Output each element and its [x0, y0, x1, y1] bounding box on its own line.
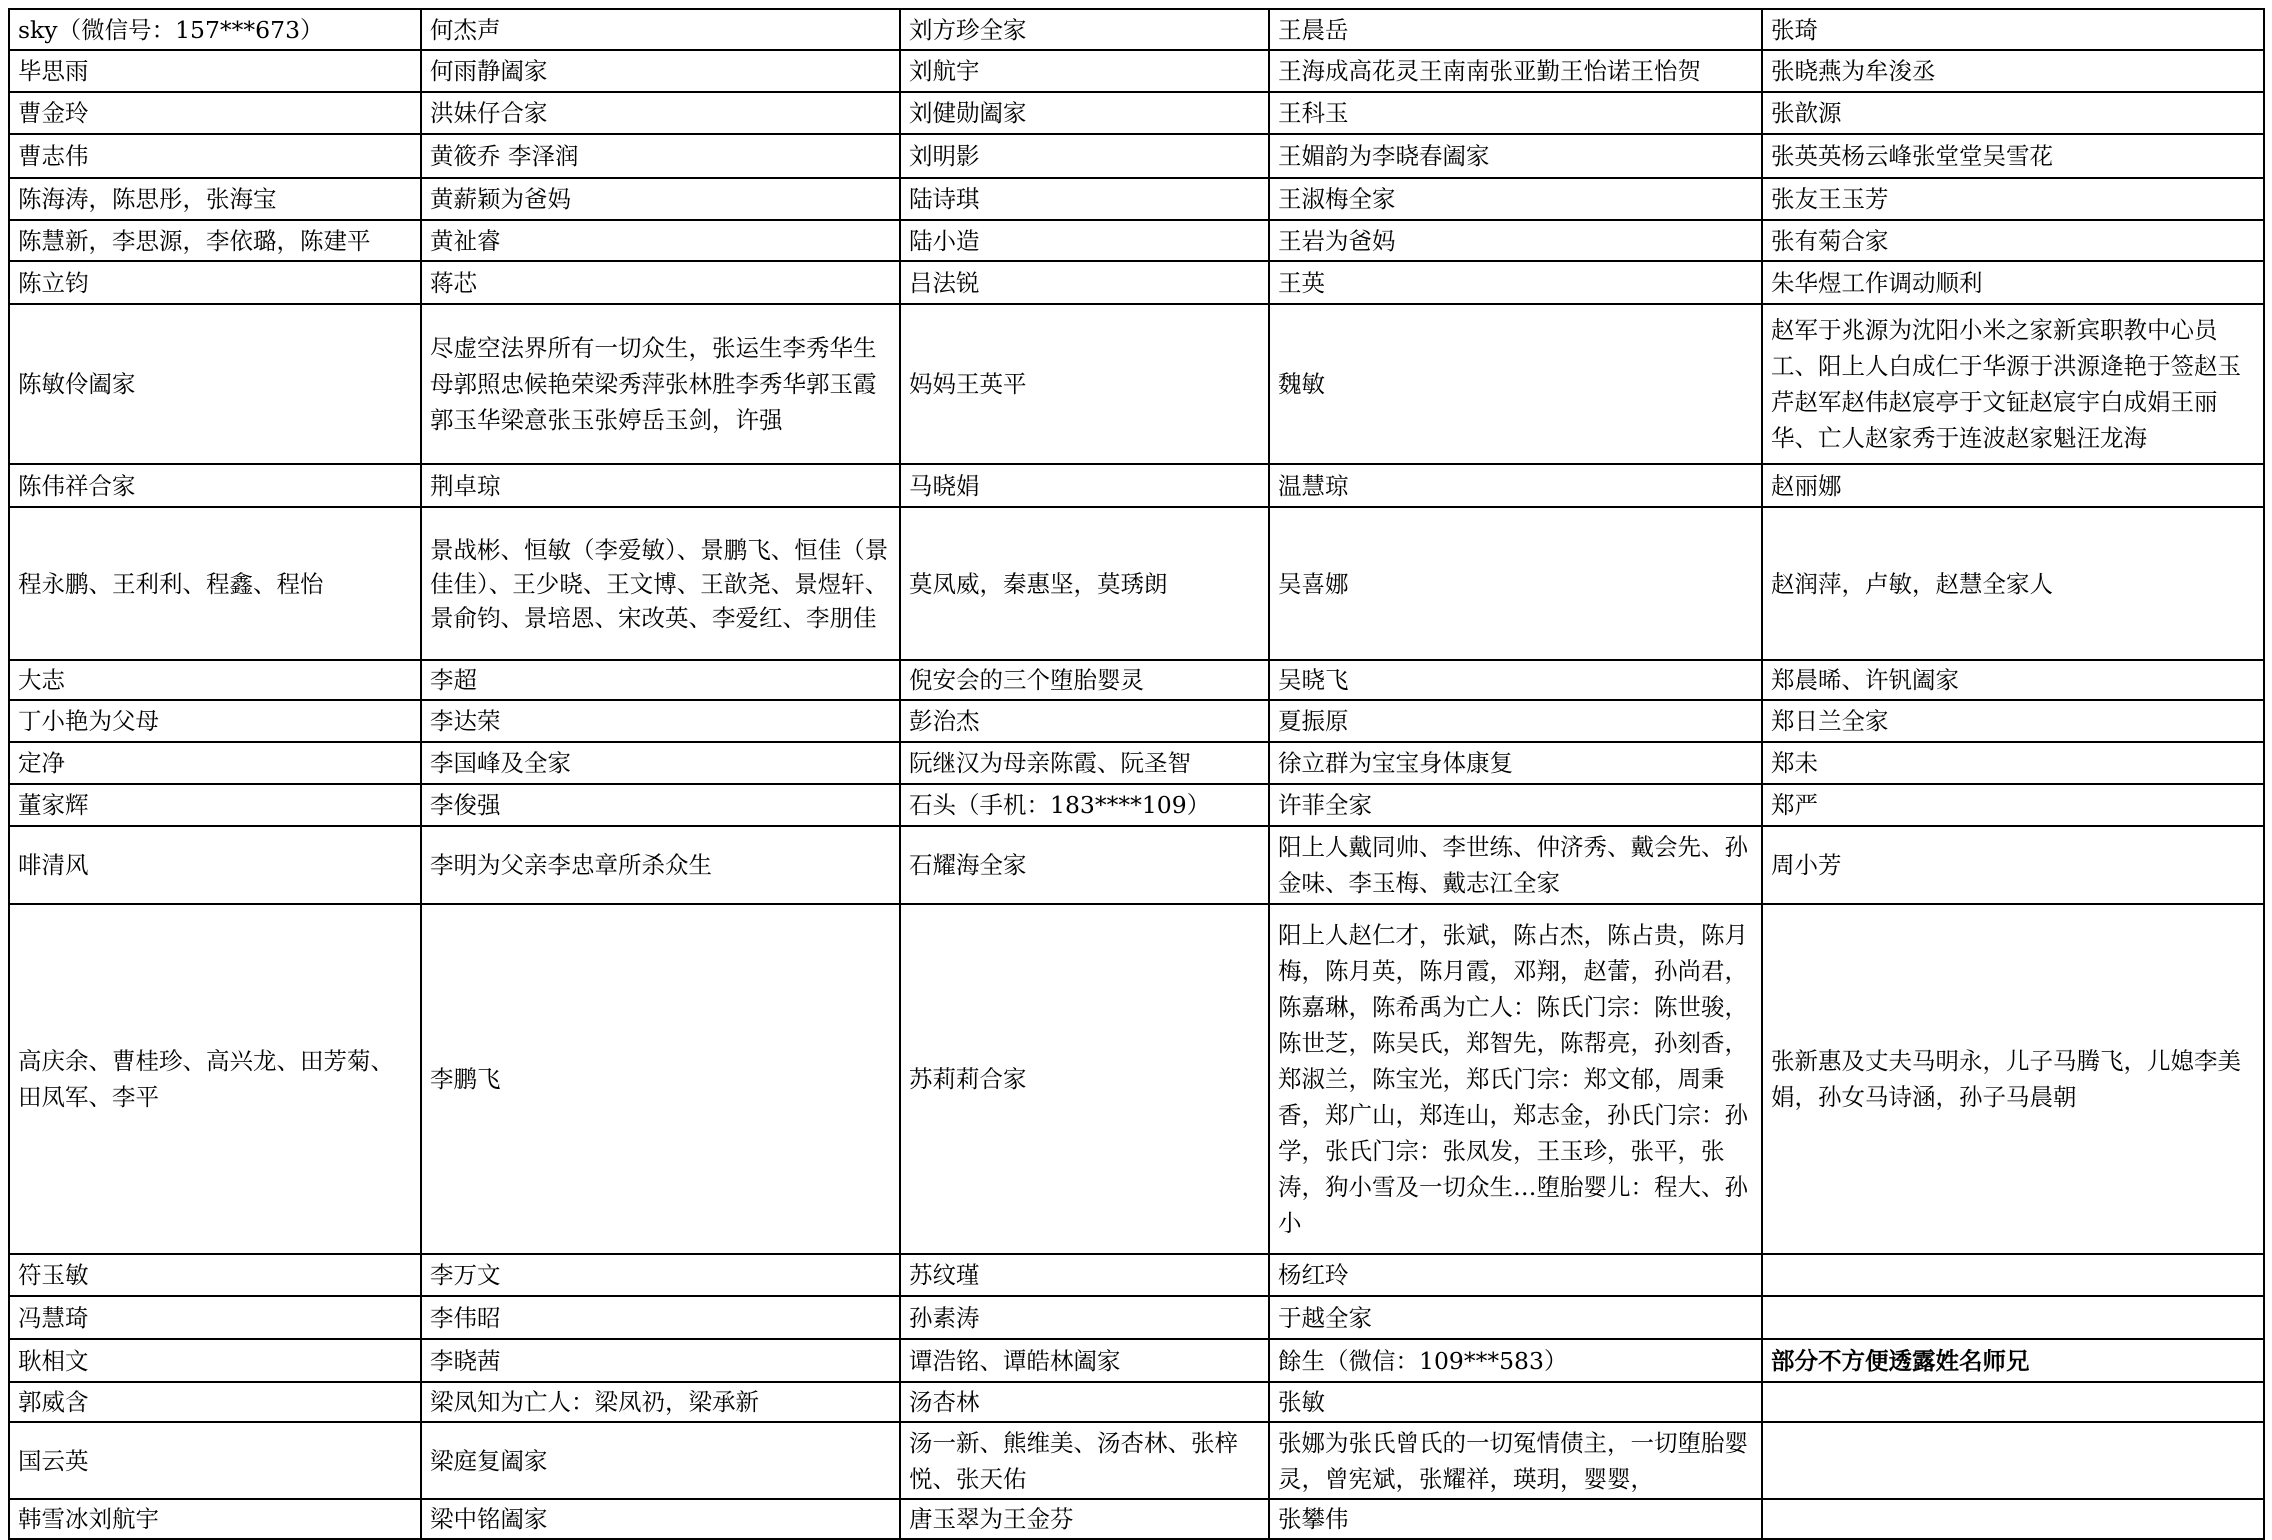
- table-cell: 郑晨晞、许钒阖家: [1762, 660, 2264, 700]
- table-cell: 阮继汉为母亲陈霞、阮圣智: [900, 742, 1269, 784]
- table-cell: 郑未: [1762, 742, 2264, 784]
- table-cell: 张攀伟: [1269, 1499, 1762, 1539]
- table-cell: 李万文: [421, 1254, 900, 1296]
- table-cell: 张友王玉芳: [1762, 178, 2264, 220]
- name-list-table: [8, 8, 2265, 1540]
- table-cell: 郑严: [1762, 784, 2264, 826]
- table-cell: 梁庭复阖家: [421, 1422, 900, 1499]
- table-cell: 李鹏飞: [421, 904, 900, 1254]
- table-cell: 陈立钧: [9, 261, 421, 304]
- table-cell: 唐玉翠为王金芬: [900, 1499, 1269, 1539]
- table-row: [9, 1339, 2264, 1382]
- table-cell: 景战彬、恒敏（李爱敏）、景鹏飞、恒佳（景佳佳）、王少晓、王文博、王歆尧、景煜轩、景俞钧、景培恩、宋改英、李爱红、李朋佳: [421, 507, 900, 660]
- table-cell: 李超: [421, 660, 900, 700]
- table-row: [9, 700, 2264, 742]
- table-cell: 王媚韵为李晓春阖家: [1269, 134, 1762, 178]
- table-cell: 部分不方便透露姓名师兄: [1762, 1339, 2264, 1382]
- table-cell: 陆小造: [900, 220, 1269, 261]
- table-row: [9, 1382, 2264, 1422]
- table-cell: 尽虚空法界所有一切众生，张运生李秀华生母郭照忠候艳荣梁秀萍张林胜李秀华郭玉霞郭玉华梁意张玉张婷岳玉剑，许强: [421, 304, 900, 464]
- table-cell: 李达荣: [421, 700, 900, 742]
- table-cell: 许菲全家: [1269, 784, 1762, 826]
- table-cell: 郑日兰全家: [1762, 700, 2264, 742]
- table-cell: 符玉敏: [9, 1254, 421, 1296]
- table-cell: 梁凤知为亡人：梁凤礽，梁承新: [421, 1382, 900, 1422]
- table-row: [9, 220, 2264, 261]
- table-cell: 刘健勋阖家: [900, 92, 1269, 134]
- table-row: [9, 464, 2264, 507]
- table-cell: 阳上人赵仁才，张斌，陈占杰，陈占贵，陈月梅，陈月英，陈月霞，邓翔，赵蕾，孙尚君，陈嘉琳，陈希禹为亡人：陈氏门宗：陈世骏，陈世芝，陈吴氏，郑智先，陈帮亮，孙刻香，郑淑兰，陈宝光，郑氏门宗：郑文郁，周秉香，郑广山，郑连山，郑志金，孙氏门宗：孙学，张氏门宗：张凤发，王玉珍，张平，张涛，狗小雪及一切众生…堕胎婴儿：程大、孙小: [1269, 904, 1762, 1254]
- table-cell: 陆诗琪: [900, 178, 1269, 220]
- table-cell: 张有菊合家: [1762, 220, 2264, 261]
- table-cell: [1762, 1422, 2264, 1499]
- table-row: [9, 1254, 2264, 1296]
- table-cell: 耿相文: [9, 1339, 421, 1382]
- table-cell: [1762, 1382, 2264, 1422]
- table-cell: [1762, 1499, 2264, 1539]
- table-cell: 吴晓飞: [1269, 660, 1762, 700]
- table-cell: 黄筱乔 李泽润: [421, 134, 900, 178]
- table-cell: 国云英: [9, 1422, 421, 1499]
- table-row: [9, 784, 2264, 826]
- table-cell: 莫凤威，秦惠坚，莫琇朗: [900, 507, 1269, 660]
- table-cell: 王海成高花灵王南南张亚勤王怡诺王怡贺: [1269, 50, 1762, 92]
- table-cell: 谭浩铭、谭皓林阖家: [900, 1339, 1269, 1382]
- table-cell: 石头（手机：183****109）: [900, 784, 1269, 826]
- table-cell: 梁中铭阖家: [421, 1499, 900, 1539]
- table-cell: 蒋芯: [421, 261, 900, 304]
- table-cell: 李国峰及全家: [421, 742, 900, 784]
- table-cell: 张琦: [1762, 9, 2264, 50]
- table-cell: 刘明影: [900, 134, 1269, 178]
- table-cell: 张新惠及丈夫马明永，儿子马腾飞，儿媳李美娟，孙女马诗涵，孙子马晨朝: [1762, 904, 2264, 1254]
- table-row: [9, 742, 2264, 784]
- table-cell: 何雨静阖家: [421, 50, 900, 92]
- table-cell: 温慧琼: [1269, 464, 1762, 507]
- table-row: [9, 507, 2264, 660]
- table-cell: 刘航宇: [900, 50, 1269, 92]
- table-cell: 刘方珍全家: [900, 9, 1269, 50]
- table-cell: 荆卓琼: [421, 464, 900, 507]
- table-cell: 王淑梅全家: [1269, 178, 1762, 220]
- table-row: [9, 9, 2264, 50]
- table-cell: 张娜为张氏曾氏的一切冤情债主，一切堕胎婴灵，曾宪斌，张耀祥，瑛玥，婴婴，: [1269, 1422, 1762, 1499]
- table-row: [9, 92, 2264, 134]
- table-cell: 曹金玲: [9, 92, 421, 134]
- table-cell: 妈妈王英平: [900, 304, 1269, 464]
- table-cell: 于越全家: [1269, 1296, 1762, 1339]
- table-row: [9, 660, 2264, 700]
- table-cell: [1762, 1296, 2264, 1339]
- table-row: [9, 1499, 2264, 1539]
- table-cell: [1762, 1254, 2264, 1296]
- table-cell: 马晓娟: [900, 464, 1269, 507]
- table-row: [9, 50, 2264, 92]
- table-cell: 陈伟祥合家: [9, 464, 421, 507]
- table-cell: 张敏: [1269, 1382, 1762, 1422]
- table-cell: 汤杏林: [900, 1382, 1269, 1422]
- table-cell: 张英英杨云峰张堂堂吴雪花: [1762, 134, 2264, 178]
- table-cell: 张歆源: [1762, 92, 2264, 134]
- table-cell: 李俊强: [421, 784, 900, 826]
- table-cell: 吴喜娜: [1269, 507, 1762, 660]
- table-cell: 韩雪冰刘航宇: [9, 1499, 421, 1539]
- table-cell: 倪安会的三个堕胎婴灵: [900, 660, 1269, 700]
- table-cell: 啡清风: [9, 826, 421, 904]
- table-cell: 魏敏: [1269, 304, 1762, 464]
- table-cell: 苏莉莉合家: [900, 904, 1269, 1254]
- table-cell: 李明为父亲李忠章所杀众生: [421, 826, 900, 904]
- table-cell: 赵丽娜: [1762, 464, 2264, 507]
- table-cell: 徐立群为宝宝身体康复: [1269, 742, 1762, 784]
- table-cell: 王晨岳: [1269, 9, 1762, 50]
- table-cell: 何杰声: [421, 9, 900, 50]
- table-cell: 郭威含: [9, 1382, 421, 1422]
- table-cell: 董家辉: [9, 784, 421, 826]
- table-cell: 彭治杰: [900, 700, 1269, 742]
- table-cell: 汤一新、熊维美、汤杏林、张梓悦、张天佑: [900, 1422, 1269, 1499]
- table-row: [9, 904, 2264, 1254]
- table-cell: 王岩为爸妈: [1269, 220, 1762, 261]
- table-cell: 王英: [1269, 261, 1762, 304]
- table-cell: 黄薪颖为爸妈: [421, 178, 900, 220]
- table-row: [9, 304, 2264, 464]
- table-cell: 冯慧琦: [9, 1296, 421, 1339]
- table-cell: 孙素涛: [900, 1296, 1269, 1339]
- table-cell: 夏振原: [1269, 700, 1762, 742]
- table-cell: 李晓茜: [421, 1339, 900, 1382]
- table-cell: 石耀海全家: [900, 826, 1269, 904]
- table-row: [9, 178, 2264, 220]
- table-cell: 陈海涛，陈思彤，张海宝: [9, 178, 421, 220]
- table-cell: 周小芳: [1762, 826, 2264, 904]
- table-row: [9, 1422, 2264, 1499]
- table-cell: 杨红玲: [1269, 1254, 1762, 1296]
- table-cell: 赵军于兆源为沈阳小米之家新宾职教中心员工、阳上人白成仁于华源于洪源逄艳于签赵玉芹赵军赵伟赵宸亭于文钲赵宸宇白成娟王丽华、亡人赵家秀于连波赵家魁汪龙海: [1762, 304, 2264, 464]
- table-cell: 洪妹仔合家: [421, 92, 900, 134]
- table-cell: 阳上人戴同帅、李世练、仲济秀、戴会先、孙金味、李玉梅、戴志江全家: [1269, 826, 1762, 904]
- table-cell: 吕法锐: [900, 261, 1269, 304]
- table-cell: 丁小艳为父母: [9, 700, 421, 742]
- table-cell: 程永鹏、王利利、程鑫、程怡: [9, 507, 421, 660]
- table-cell: 王科玉: [1269, 92, 1762, 134]
- table-cell: 大志: [9, 660, 421, 700]
- table-cell: sky（微信号：157***673）: [9, 9, 421, 50]
- table-cell: 高庆余、曹桂珍、高兴龙、田芳菊、田凤军、李平: [9, 904, 421, 1254]
- table-cell: 张晓燕为牟浚丞: [1762, 50, 2264, 92]
- table-cell: 黄祉睿: [421, 220, 900, 261]
- table-cell: 餘生（微信：109***583）: [1269, 1339, 1762, 1382]
- table-cell: 朱华煜工作调动顺利: [1762, 261, 2264, 304]
- table-cell: 曹志伟: [9, 134, 421, 178]
- table-cell: 毕思雨: [9, 50, 421, 92]
- table-row: [9, 826, 2264, 904]
- table-cell: 苏纹瑾: [900, 1254, 1269, 1296]
- table-cell: 定净: [9, 742, 421, 784]
- table-row: [9, 134, 2264, 178]
- table-cell: 陈慧新，李思源，李依璐，陈建平: [9, 220, 421, 261]
- table-row: [9, 261, 2264, 304]
- table-cell: 陈敏伶阖家: [9, 304, 421, 464]
- table-cell: 李伟昭: [421, 1296, 900, 1339]
- table-cell: 赵润萍，卢敏，赵慧全家人: [1762, 507, 2264, 660]
- table-row: [9, 1296, 2264, 1339]
